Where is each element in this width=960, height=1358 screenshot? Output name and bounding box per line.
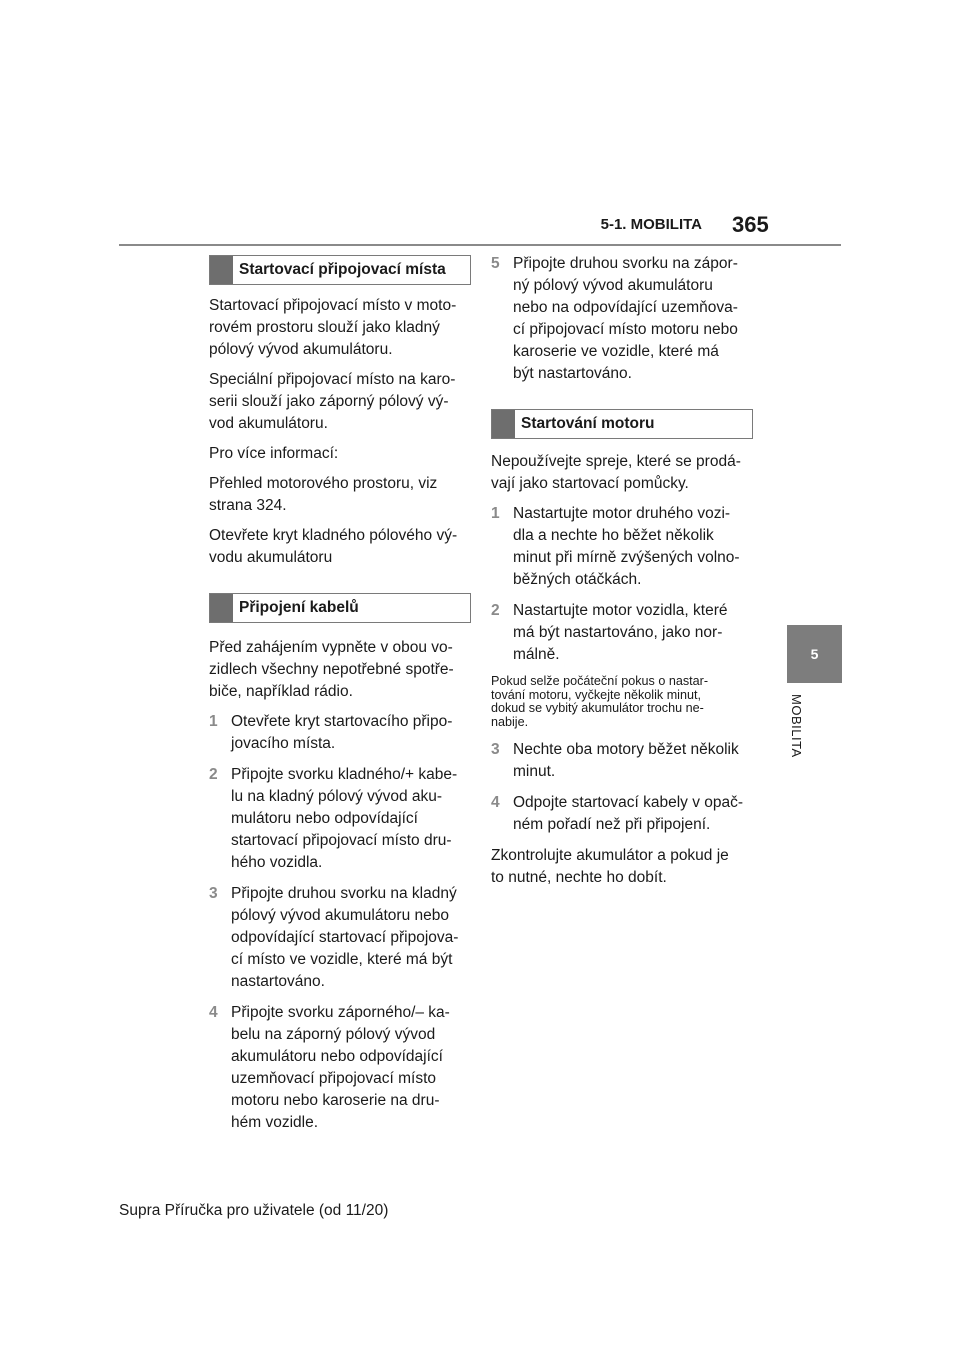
list-item xyxy=(209,1002,471,1134)
text-line: vodu akumulátoru xyxy=(209,549,333,566)
section-heading xyxy=(209,255,471,285)
list-item xyxy=(491,503,753,591)
text-line: Připojte druhou svorku na zápor- xyxy=(513,255,738,272)
text-line: Nastartujte motor vozidla, které xyxy=(513,602,728,619)
step-number: 1 xyxy=(491,505,500,522)
text-line: Pro více informací: xyxy=(209,445,339,462)
text-line: Otevřete kryt startovacího připo- xyxy=(231,713,453,730)
text-line: karoserie ve vozidle, které má xyxy=(513,343,719,360)
text-line: odpovídající startovací připojova- xyxy=(231,929,459,946)
heading-marker xyxy=(492,410,515,438)
step-text xyxy=(513,503,753,591)
text-line: to nutné, nechte ho dobít. xyxy=(491,869,667,886)
text-line: akumulátoru nebo odpovídající xyxy=(231,1048,443,1065)
text-line: minut při mírně zvýšených volno- xyxy=(513,549,740,566)
text-line: být nastartováno. xyxy=(513,365,632,382)
text-line: jovacího místa. xyxy=(231,735,336,752)
text-line: cí místo ve vozidle, které má být xyxy=(231,951,453,968)
heading-text: Startování motoru xyxy=(521,415,655,432)
text-line: biče, například rádio. xyxy=(209,683,353,700)
text-line: hého vozidla. xyxy=(231,854,323,871)
text-line: ný pólový vývod akumulátoru xyxy=(513,277,713,294)
text-line: vají jako startovací pomůcky. xyxy=(491,475,689,492)
note-text xyxy=(491,675,753,729)
section-title: 5-1. MOBILITA xyxy=(600,216,702,233)
step-number: 4 xyxy=(491,794,500,811)
text-line: pólový vývod akumulátoru nebo xyxy=(231,907,449,924)
step-text xyxy=(513,253,753,385)
heading-marker xyxy=(210,256,233,284)
heading-text: Připojení kabelů xyxy=(239,599,359,616)
text-line: ném pořadí než při připojení. xyxy=(513,816,711,833)
paragraph xyxy=(209,637,471,703)
left-column xyxy=(209,255,471,1143)
heading-marker xyxy=(210,594,233,622)
text-line: startovací připojovací místo dru- xyxy=(231,832,452,849)
step-text xyxy=(231,764,471,874)
paragraph xyxy=(209,369,471,435)
text-line: Nechte oba motory běžet několik xyxy=(513,741,739,758)
text-line: serii slouží jako záporný pólový vý- xyxy=(209,393,449,410)
text-line: má být nastartováno, jako nor- xyxy=(513,624,723,641)
text-line: Speciální připojovací místo na karo- xyxy=(209,371,456,388)
text-line: tování motoru, vyčkejte několik minut, xyxy=(491,687,701,702)
text-line: zidlech všechny nepotřebné spotře- xyxy=(209,661,454,678)
list-item xyxy=(209,883,471,993)
header-rule xyxy=(119,244,841,246)
text-line: Před zahájením vypněte v obou vo- xyxy=(209,639,453,656)
section-heading xyxy=(491,409,753,439)
step-number: 2 xyxy=(209,766,218,783)
paragraph xyxy=(209,473,471,517)
step-number: 4 xyxy=(209,1004,218,1021)
paragraph xyxy=(209,525,471,569)
step-text xyxy=(513,739,753,783)
heading-text: Startovací připojovací místa xyxy=(239,261,446,278)
text-line: pólový vývod akumulátoru. xyxy=(209,341,393,358)
text-line: lu na kladný pólový vývod aku- xyxy=(231,788,443,805)
text-line: Připojte druhou svorku na kladný xyxy=(231,885,457,902)
list-item xyxy=(209,764,471,874)
text-line: nebo na odpovídající uzemňova- xyxy=(513,299,738,316)
text-line: minut. xyxy=(513,763,556,780)
text-line: hém vozidle. xyxy=(231,1114,319,1131)
text-line: mulátoru nebo odpovídající xyxy=(231,810,418,827)
text-line: nastartováno. xyxy=(231,973,325,990)
text-line: belu na záporný pólový vývod xyxy=(231,1026,436,1043)
step-number: 1 xyxy=(209,713,218,730)
step-number: 5 xyxy=(491,255,500,272)
text-line: Přehled motorového prostoru, viz xyxy=(209,475,438,492)
step-text xyxy=(231,711,471,755)
text-line: Zkontrolujte akumulátor a pokud je xyxy=(491,847,729,864)
page-number: 365 xyxy=(732,212,769,237)
text-line: dla a nechte ho běžet několik xyxy=(513,527,714,544)
text-line: nabije. xyxy=(491,714,529,729)
text-line: Připojte svorku záporného/– ka- xyxy=(231,1004,450,1021)
text-line: strana 324. xyxy=(209,497,287,514)
text-line: běžných otáčkách. xyxy=(513,571,642,588)
text-line: Nastartujte motor druhého vozi- xyxy=(513,505,731,522)
right-column xyxy=(491,253,753,897)
list-item xyxy=(491,792,753,836)
step-number: 2 xyxy=(491,602,500,619)
step-number: 3 xyxy=(491,741,500,758)
step-text xyxy=(513,600,753,666)
step-text xyxy=(231,1002,471,1134)
step-number: 3 xyxy=(209,885,218,902)
text-line: Startovací připojovací místo v moto- xyxy=(209,297,457,314)
text-line: Odpojte startovací kabely v opač- xyxy=(513,794,744,811)
text-line: Nepoužívejte spreje, které se prodá- xyxy=(491,453,741,470)
text-line: Pokud selže počáteční pokus o nastar- xyxy=(491,674,709,688)
text-line: dokud se vybitý akumulátor trochu ne- xyxy=(491,701,704,715)
step-text xyxy=(513,792,753,836)
list-item xyxy=(491,739,753,783)
footer-text: Supra Příručka pro uživatele (od 11/20) xyxy=(119,1202,389,1219)
chapter-tab-number: 5 xyxy=(787,625,842,683)
paragraph xyxy=(209,443,471,465)
step-text xyxy=(231,883,471,993)
text-line: vod akumulátoru. xyxy=(209,415,328,432)
text-line: cí připojovací místo motoru nebo xyxy=(513,321,738,338)
list-item xyxy=(491,600,753,666)
text-line: motoru nebo karoserie na dru- xyxy=(231,1092,440,1109)
paragraph xyxy=(491,845,753,889)
chapter-tab-label: MOBILITA xyxy=(789,694,804,758)
text-line: Otevřete kryt kladného pólového vý- xyxy=(209,527,458,544)
paragraph xyxy=(209,295,471,361)
text-line: málně. xyxy=(513,646,560,663)
paragraph xyxy=(491,451,753,495)
text-line: Připojte svorku kladného/+ kabe- xyxy=(231,766,458,783)
list-item xyxy=(209,711,471,755)
list-item xyxy=(491,253,753,385)
text-line: uzemňovací připojovací místo xyxy=(231,1070,437,1087)
text-line: rovém prostoru slouží jako kladný xyxy=(209,319,440,336)
section-heading xyxy=(209,593,471,623)
